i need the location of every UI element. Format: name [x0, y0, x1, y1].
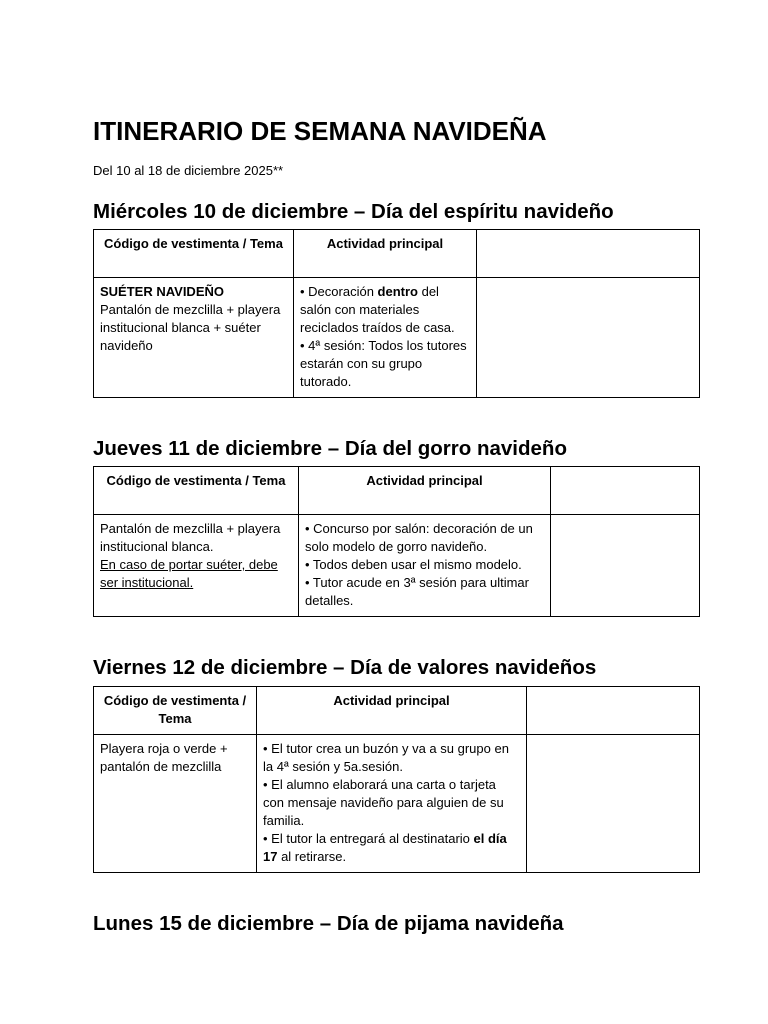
activity-item: • 4ª sesión: Todos los tutores estarán con su grupo tutorado.: [300, 338, 467, 389]
activity-item: • Todos deben usar el mismo modelo.: [305, 557, 522, 572]
table-row: [94, 278, 700, 398]
day-heading-lunes: Lunes 15 de diciembre – Día de pijama navideña: [93, 912, 564, 935]
empty-cell: [477, 278, 700, 398]
header-empty: [477, 230, 700, 278]
document-title: ITINERARIO DE SEMANA NAVIDEÑA: [93, 116, 547, 146]
header-dress-code: Código de vestimenta / Tema: [94, 230, 294, 278]
dress-code-text: Playera roja o verde + pantalón de mezclilla: [100, 741, 228, 774]
activity-item: • El tutor crea un buzón y va a su grupo en la 4ª sesión y 5a.sesión.: [263, 741, 509, 774]
dress-code-cell: [94, 278, 294, 398]
table-header-row: [94, 467, 700, 515]
header-dress-code: Código de vestimenta / Tema: [94, 687, 257, 735]
header-empty: [551, 467, 700, 515]
activity-item: • Concurso por salón: decoración de un solo modelo de gorro navideño.: [305, 521, 533, 554]
dress-code-cell: [94, 515, 299, 617]
activity-item: • Decoración dentro del salón con materiales reciclados traídos de casa.: [300, 284, 455, 335]
activity-item: • El alumno elaborará una carta o tarjeta con mensaje navideño para alguien de su familia.: [263, 777, 504, 828]
day-heading-miercoles: Miércoles 10 de diciembre – Día del espíritu navideño: [93, 200, 614, 223]
dress-code-cell: [94, 735, 257, 873]
dress-code-text: Pantalón de mezclilla + playera institucional blanca + suéter navideño: [100, 302, 281, 353]
dress-code-text: Pantalón de mezclilla + playera institucional blanca.: [100, 521, 281, 554]
schedule-table-jueves: [93, 466, 700, 617]
table-header-row: [94, 687, 700, 735]
day-heading-viernes: Viernes 12 de diciembre – Día de valores navideños: [93, 656, 597, 679]
empty-cell: [551, 515, 700, 617]
header-main-activity: Actividad principal: [299, 467, 551, 515]
activity-cell: [257, 735, 527, 873]
activity-cell: [294, 278, 477, 398]
schedule-table-miercoles: [93, 229, 700, 398]
header-main-activity: Actividad principal: [294, 230, 477, 278]
header-dress-code: Código de vestimenta / Tema: [94, 467, 299, 515]
activity-cell: [299, 515, 551, 617]
header-empty: [527, 687, 700, 735]
dress-code-note: En caso de portar suéter, debe ser institucional.: [100, 557, 278, 590]
table-header-row: [94, 230, 700, 278]
activity-item: • Tutor acude en 3ª sesión para ultimar detalles.: [305, 575, 529, 608]
table-row: [94, 515, 700, 617]
document-subtitle: Del 10 al 18 de diciembre 2025**: [93, 163, 284, 178]
activity-item: • El tutor la entregará al destinatario el día 17 al retirarse.: [263, 831, 507, 864]
schedule-table-viernes: [93, 686, 700, 873]
header-main-activity: Actividad principal: [257, 687, 527, 735]
table-row: [94, 735, 700, 873]
day-heading-jueves: Jueves 11 de diciembre – Día del gorro navideño: [93, 437, 567, 460]
empty-cell: [527, 735, 700, 873]
dress-code-title: SUÉTER NAVIDEÑO: [100, 284, 224, 299]
